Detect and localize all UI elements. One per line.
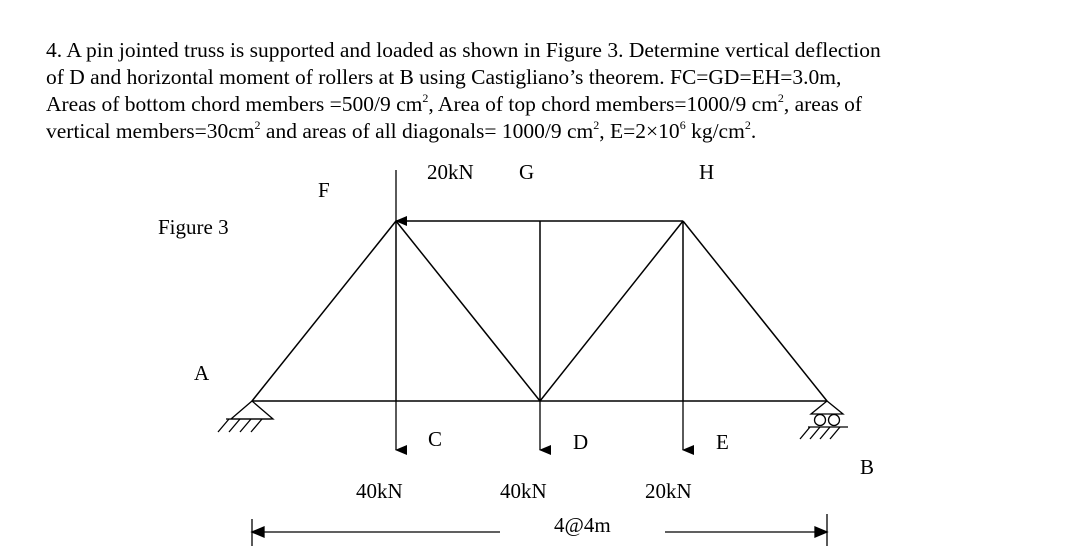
superscript: 2 — [744, 117, 751, 132]
member-FD — [396, 221, 540, 401]
superscript: 2 — [254, 117, 261, 132]
problem-line-1: 4. A pin jointed truss is supported and loaded as shown in Figure 3. Determine vertical deflection — [46, 38, 881, 62]
truss-members — [252, 221, 827, 401]
node-label-F: F — [318, 178, 330, 202]
load-label-top: 20kN — [427, 160, 474, 184]
problem-line-3c: , areas of — [783, 92, 863, 116]
superscript: 6 — [679, 117, 686, 132]
span-label: 4@4m — [554, 513, 611, 537]
problem-line-4b: and areas of all diagonals= 1000/9 cm — [260, 119, 594, 143]
load-label-C: 40kN — [356, 479, 403, 503]
roller-support-B — [800, 401, 848, 439]
member-DH — [540, 221, 683, 401]
problem-line-3b: , Area of top chord members=1000/9 cm — [428, 92, 778, 116]
node-label-G: G — [519, 160, 535, 184]
superscript: 2 — [422, 90, 429, 105]
node-label-H: H — [699, 160, 715, 184]
figure-caption: Figure 3 — [158, 215, 229, 239]
superscript: 2 — [777, 90, 784, 105]
superscript: 2 — [593, 117, 600, 132]
load-label-D: 40kN — [500, 479, 547, 503]
span-dimension — [252, 514, 827, 546]
member-HB — [683, 221, 827, 401]
problem-line-4a: vertical members=30cm — [46, 119, 255, 143]
node-label-C: C — [428, 427, 443, 451]
node-label-D: D — [573, 430, 589, 454]
pin-support-A — [218, 401, 273, 432]
node-label-B: B — [860, 455, 875, 479]
member-AF — [252, 221, 396, 401]
problem-line-2: of D and horizontal moment of rollers at B using Castigliano’s theorem. FC=GD=EH=3.0m, — [46, 65, 842, 89]
problem-line-3a: Areas of bottom chord members =500/9 cm — [46, 92, 423, 116]
problem-line-4c: , E=2×10 — [599, 119, 680, 143]
problem-line-4d: kg/cm — [685, 119, 745, 143]
load-label-E: 20kN — [645, 479, 692, 503]
node-label-A: A — [194, 361, 210, 385]
problem-line-4e: . — [750, 119, 757, 143]
node-label-E: E — [716, 430, 729, 454]
